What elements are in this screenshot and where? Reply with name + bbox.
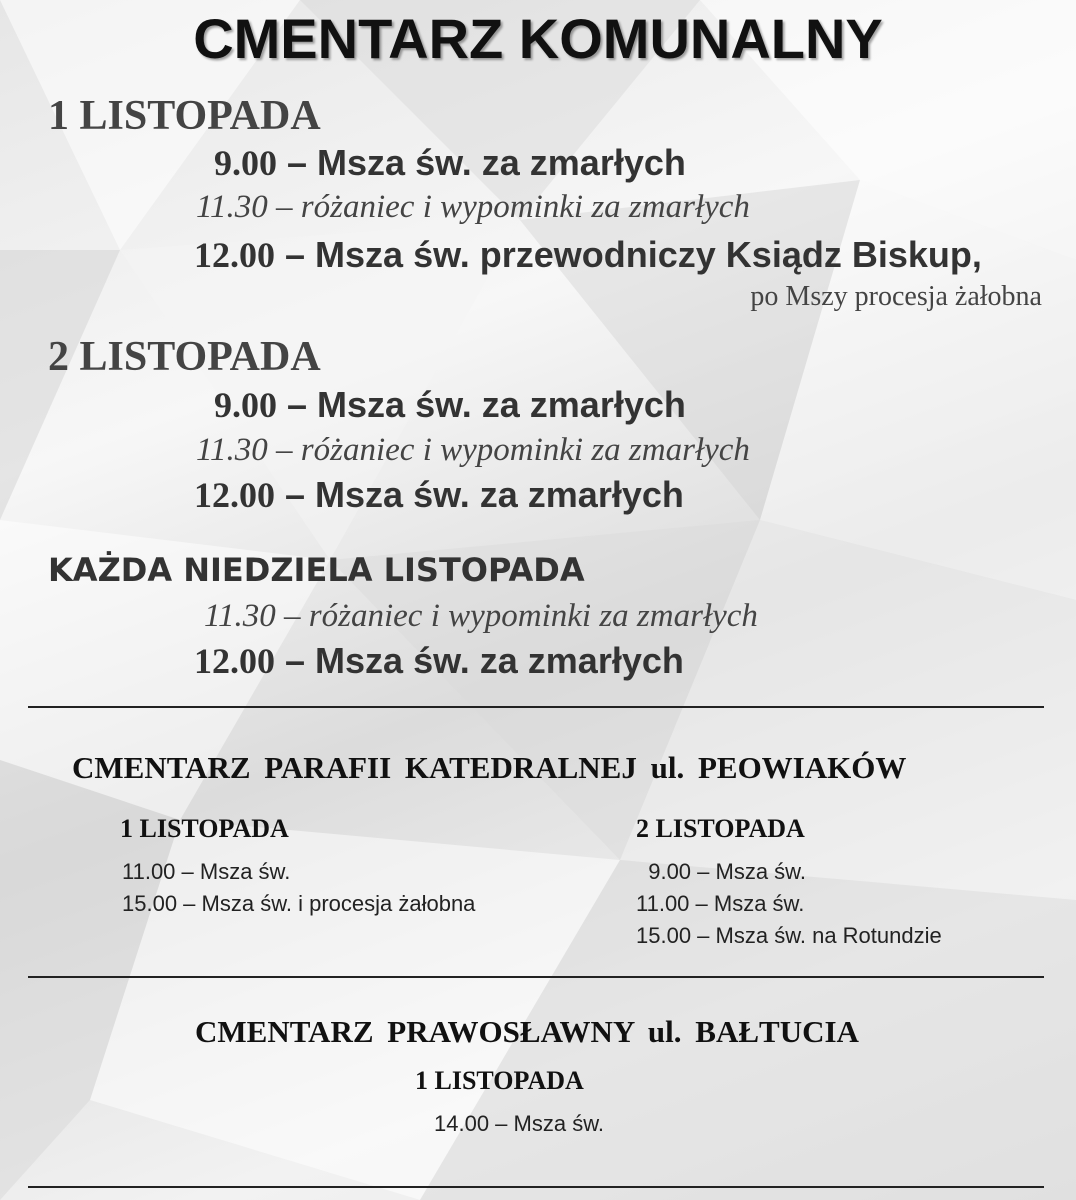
day1-procession-note: po Mszy procesja żałobna (750, 281, 1042, 312)
sundays-heading: KAŻDA NIEDZIELA LISTOPADA (48, 551, 585, 589)
cathedral-day1-item: 15.00 – Msza św. i procesja żałobna (122, 891, 476, 916)
day2-rosary: 11.30 – różaniec i wypominki za zmarłych (196, 432, 750, 468)
day2-heading: 2 LISTOPADA (48, 334, 321, 380)
sundays-mass-text: – Msza św. za zmarłych (285, 640, 684, 681)
divider (28, 1186, 1044, 1188)
cathedral-day2-item: 11.00 – Msza św. (636, 891, 805, 916)
cathedral-day2-heading: 2 LISTOPADA (636, 814, 805, 843)
day1-mass1-text: – Msza św. za zmarłych (287, 142, 686, 183)
sundays-rosary: 11.30 – różaniec i wypominki za zmarłych (204, 598, 758, 634)
day1-mass2 (194, 234, 982, 276)
day2-mass1-text: – Msza św. za zmarłych (287, 384, 686, 425)
cathedral-day1-item: 11.00 – Msza św. (122, 859, 291, 884)
orthodox-heading: CMENTARZ PRAWOSŁAWNY ul. BAŁTUCIA (195, 1014, 859, 1049)
day1-mass1 (214, 142, 686, 184)
day2-mass1 (214, 384, 686, 426)
day1-rosary: 11.30 – różaniec i wypominki za zmarłych (196, 189, 750, 225)
page-title: CMENTARZ KOMUNALNY (193, 7, 883, 70)
sundays-mass-time: 12.00 (194, 641, 275, 681)
day1-mass2-text: – Msza św. przewodniczy Ksiądz Biskup, (285, 234, 982, 275)
day2-mass2-time: 12.00 (194, 475, 275, 515)
divider (28, 976, 1044, 978)
cathedral-day1-heading: 1 LISTOPADA (120, 814, 289, 843)
sundays-mass (194, 640, 684, 682)
day1-mass2-time: 12.00 (194, 235, 275, 275)
orthodox-day1-heading: 1 LISTOPADA (415, 1066, 584, 1095)
day1-mass1-time: 9.00 (214, 143, 277, 183)
day2-mass1-time: 9.00 (214, 385, 277, 425)
cathedral-heading: CMENTARZ PARAFII KATEDRALNEJ ul. PEOWIAKÓW (72, 750, 907, 785)
orthodox-day1-item: 14.00 – Msza św. (434, 1111, 604, 1136)
cathedral-day2-item: 15.00 – Msza św. na Rotundzie (636, 923, 942, 948)
cathedral-day2-item: 9.00 – Msza św. (636, 859, 806, 884)
day2-mass2-text: – Msza św. za zmarłych (285, 474, 684, 515)
divider (28, 706, 1044, 708)
day1-heading: 1 LISTOPADA (48, 93, 321, 139)
day2-mass2 (194, 474, 684, 516)
